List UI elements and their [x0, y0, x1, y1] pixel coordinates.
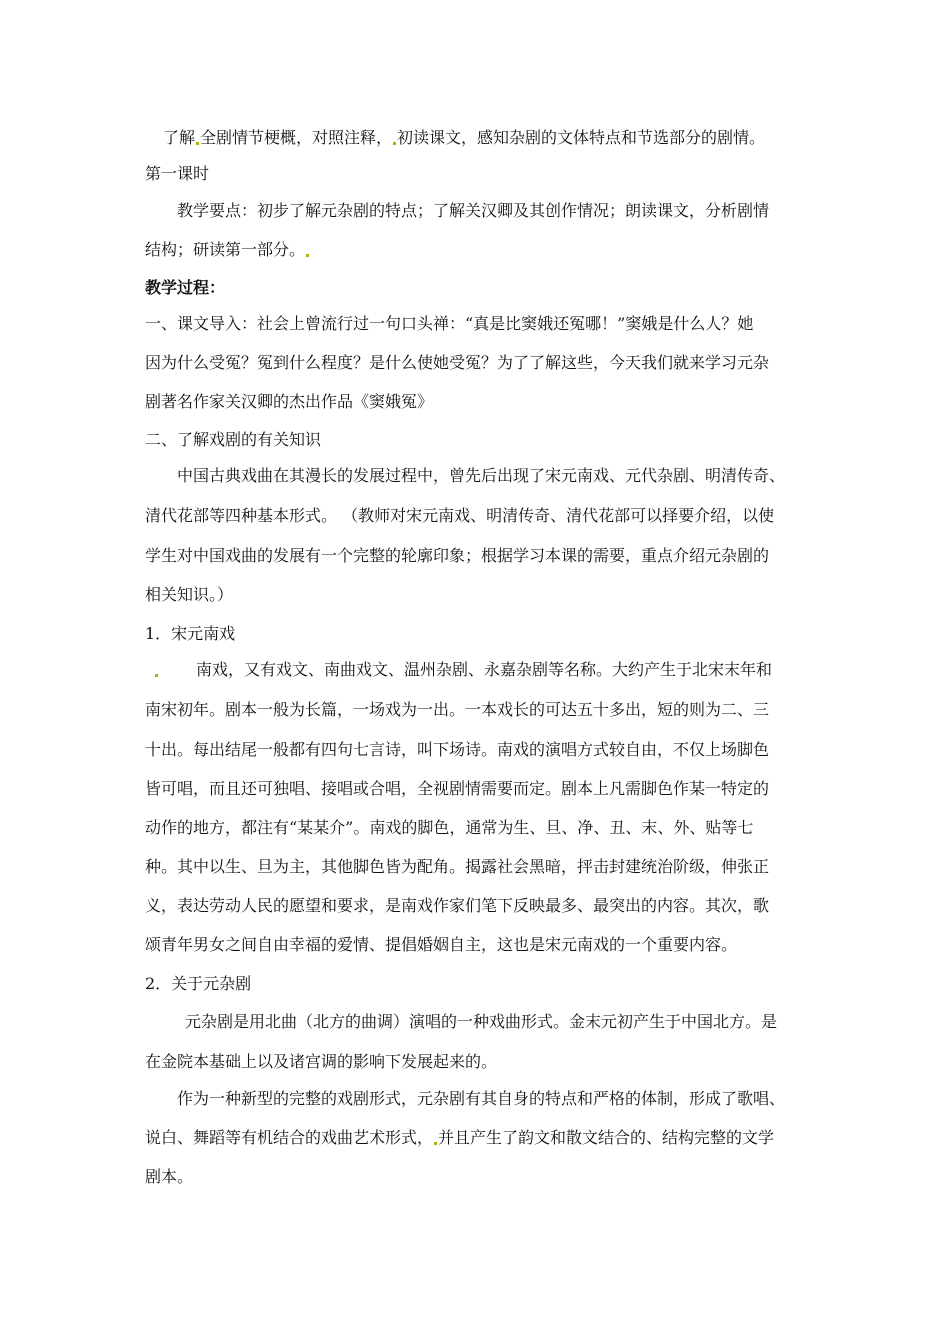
part-2-line-3: 作为一种新型的完整的戏剧形式，元杂剧有其自身的特点和严格的体制，形成了歌唱、: [177, 1089, 786, 1108]
section-2-line-2: 清代花部等四种基本形式。 （教师对宋元南戏、明清传奇、清代花部可以择要介绍，以使: [145, 506, 775, 525]
section-1-line-3: 剧著名作家关汉卿的杰出作品《窦娥冤》: [145, 392, 434, 411]
marker-dot: [196, 142, 199, 145]
part-2-line-4: 说白、舞蹈等有机结合的戏曲艺术形式， 并且产生了韵文和散文结合的、结构完整的文学: [145, 1128, 775, 1147]
intro-text-2: 全剧情节梗概，对照注释，: [200, 128, 393, 147]
part-1-line-8: 颂青年男女之间自由幸福的爱情、提倡婚姻自主，这也是宋元南戏的一个重要内容。: [145, 935, 738, 954]
marker-dot: [393, 142, 396, 145]
part-1-heading: 1．宋元南戏: [145, 624, 236, 643]
part-1-line-1: 南戏，又有戏文、南曲戏文、温州杂剧、永嘉杂剧等名称。大约产生于北宋末年和: [145, 660, 772, 680]
marker-dot: [155, 674, 158, 677]
part-1-line-7: 义，表达劳动人民的愿望和要求，是南戏作家们笔下反映最多、最突出的内容。其次，歌: [145, 896, 770, 915]
part-1-line-4: 皆可唱，而且还可独唱、接唱或合唱，全视剧情需要而定。剧本上凡需脚色作某一特定的: [145, 779, 770, 798]
section-1-line-2: 因为什么受冤？冤到什么程度？是什么使她受冤？为了了解这些，今天我们就来学习元杂: [145, 353, 770, 372]
intro-line: [163, 128, 765, 148]
section-1-line-1: 一、课文导入：社会上曾流行过一句口头禅：“真是比窦娥还冤哪！”窦娥是什么人？她: [145, 314, 754, 333]
key-points-line-2: 结构；研读第一部分。: [145, 240, 310, 260]
part-2-line-1: 元杂剧是用北曲（北方的曲调）演唱的一种戏曲形式。金末元初产生于中国北方。是: [185, 1012, 778, 1031]
section-2-line-1: 中国古典戏曲在其漫长的发展过程中，曾先后出现了宋元南戏、元代杂剧、明清传奇、: [177, 466, 786, 485]
marker-dot: [306, 254, 309, 257]
key-points-line-1: 教学要点：初步了解元杂剧的特点；了解关汉卿及其创作情况；朗读课文，分析剧情: [177, 201, 770, 220]
part-2-line-2: 在金院本基础上以及诸宫调的影响下发展起来的。: [145, 1052, 498, 1071]
section-2-line-4: 相关知识。）: [145, 585, 234, 604]
section-2-line-3: 学生对中国戏曲的发展有一个完整的轮廓印象；根据学习本课的需要，重点介绍元杂剧的: [145, 546, 770, 565]
part-1-line-2: 南宋初年。剧本一般为长篇，一场戏为一出。一本戏长的可达五十多出，短的则为二、三: [145, 700, 770, 719]
section-2-heading: 二、了解戏剧的有关知识: [145, 430, 322, 449]
part-1-line-3: 十出。每出结尾一般都有四句七言诗，叫下场诗。南戏的演唱方式较自由，不仅上场脚色: [145, 740, 770, 759]
part-2-line-5: 剧本。: [145, 1167, 194, 1186]
intro-text-1: 了解: [163, 128, 196, 147]
part-2-heading: 2．关于元杂剧: [145, 974, 252, 993]
intro-text-3: 初读课文，感知杂剧的文体特点和节选部分的剧情。: [397, 128, 766, 147]
marker-dot: [434, 1142, 437, 1145]
part-1-line-6: 种。其中以生、旦为主，其他脚色皆为配角。揭露社会黑暗，抨击封建统治阶级，伸张正: [145, 857, 770, 876]
part-1-line-5: 动作的地方，都注有“某某介”。南戏的脚色，通常为生、旦、净、丑、末、外、贴等七: [145, 818, 754, 837]
lesson-title: 第一课时: [145, 164, 210, 183]
process-heading: 教学过程：: [145, 278, 226, 297]
